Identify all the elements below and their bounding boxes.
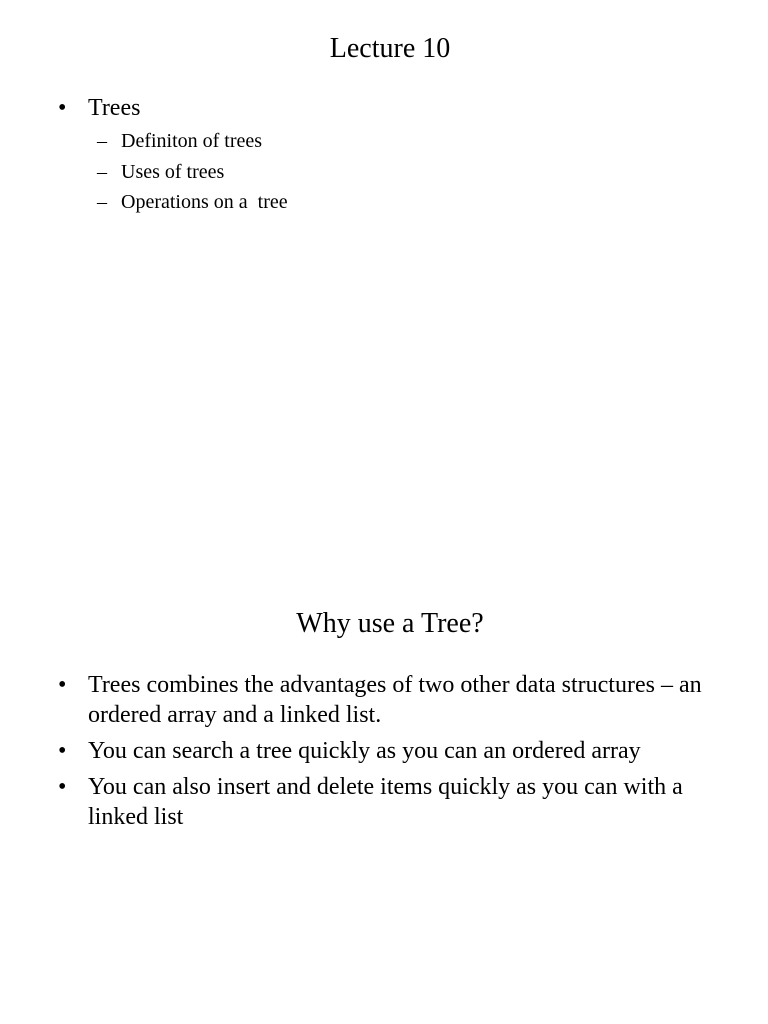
bullet-item (0, 772, 740, 832)
sub-bullet-item (0, 126, 288, 157)
dash-marker: – (97, 160, 107, 183)
bullet-list (0, 670, 740, 838)
bullet-list (0, 94, 288, 218)
sub-bullet-list (88, 126, 288, 218)
bullet-item (0, 94, 288, 218)
sub-bullet-text: Uses of trees (121, 160, 225, 183)
bullet-marker: • (58, 95, 67, 121)
bullet-item (0, 736, 740, 766)
sub-bullet-text: Operations on a tree (121, 191, 288, 213)
bullet-text: You can search a tree quickly as you can an ordered array (88, 738, 641, 764)
bullet-marker: • (58, 672, 67, 698)
slide-why-use-a-tree (0, 512, 768, 1024)
sub-bullet-text: Definiton of trees (121, 130, 263, 152)
bullet-text: Trees combines the advantages of two other data structures – an ordered array and a linked list. (88, 672, 702, 728)
bullet-marker: • (58, 774, 67, 800)
sub-bullet-item (0, 187, 288, 218)
bullet-text: You can also insert and delete items quickly as you can with a linked list (88, 774, 683, 830)
dash-marker: – (97, 191, 107, 213)
bullet-text: Trees (88, 95, 141, 121)
slide-title: Lecture 10 (329, 33, 451, 64)
slide-title: Why use a Tree? (296, 608, 484, 639)
dash-marker: – (97, 130, 107, 152)
sub-bullet-item (0, 157, 288, 188)
bullet-item (0, 670, 740, 730)
bullet-marker: • (58, 738, 67, 764)
